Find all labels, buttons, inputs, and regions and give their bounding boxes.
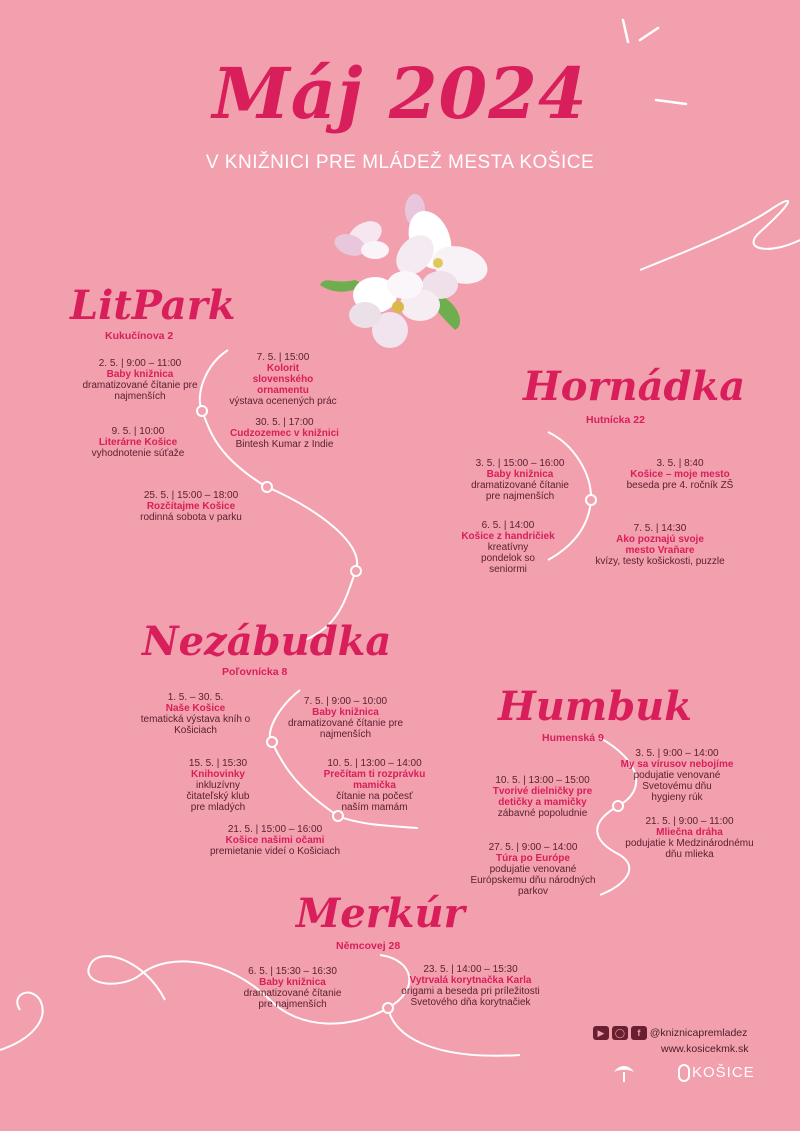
event-desc: Bintesh Kumar z Indie [235,439,334,450]
event-name: Košice z handričiek [461,531,555,542]
event-name: My sa vírusov nebojíme [620,759,734,770]
curl-line-bottom [0,993,43,1050]
event-desc: podujatie k Medzinárodnému dňu mlieka [625,838,754,860]
event-date: 6. 5. | 14:00 [481,520,535,531]
event-name: Košice – moje mesto [630,469,730,480]
event-date: 2. 5. | 9:00 – 11:00 [98,358,182,369]
event-date: 27. 5. | 9:00 – 14:00 [488,842,578,853]
event-item [80,358,200,402]
library-logo [611,1060,637,1084]
event-item [278,696,413,740]
instagram-icon[interactable]: ◯ [612,1026,628,1040]
event-item [580,523,740,567]
event-desc: inkluzívny čitateľský klub pre mladých [186,780,250,813]
event-desc: kreatívny pondelok so seniormi [481,542,535,575]
event-date: 21. 5. | 15:00 – 16:00 [227,824,323,835]
event-desc: tematická výstava kníh o Košiciach [140,714,251,736]
event-name: Baby knižnica [106,369,174,380]
event-item [222,417,347,450]
event-desc: dramatizované čítanie pre najmenších [471,480,569,502]
page-subtitle: V KNIŽNICI PRE MLÁDEŽ MESTA KOŠICE [205,152,595,173]
event-desc: dramatizované čítanie pre najmenších [287,718,404,740]
event-item [133,692,258,736]
event-date: 3. 5. | 8:40 [656,458,704,469]
venue-address-merkur: Němcovej 28 [336,940,401,952]
event-item [465,458,575,502]
event-name: Mliečna dráha [656,827,723,838]
event-item [126,490,256,523]
event-name: Baby knižnica [312,707,379,718]
event-date: 7. 5. | 14:30 [633,523,687,534]
event-name: Prečítam ti rozprávku mamička [323,769,426,791]
event-item [195,824,355,857]
event-name: Literárne Košice [98,437,178,448]
event-date: 21. 5. | 9:00 – 11:00 [645,816,734,827]
curl-line-top [640,201,800,270]
event-date: 7. 5. | 15:00 [256,352,310,363]
social-row [593,1026,747,1040]
event-date: 30. 5. | 17:00 [255,417,314,428]
event-item [622,816,757,860]
venue-title-litpark: LitPark [70,282,236,329]
event-date: 10. 5. | 13:00 – 14:00 [327,758,422,769]
event-desc: výstava ocenených prác [229,396,337,407]
event-desc: kvízy, testy košickosti, puzzle [595,556,725,567]
event-date: 25. 5. | 15:00 – 18:00 [143,490,239,501]
event-date: 15. 5. | 15:30 [188,758,248,769]
event-desc: čítanie na počesť naším mamám [336,791,413,813]
event-name: Vytrvalá korytnačka Karla [409,975,532,986]
event-name: Baby knižnica [259,977,326,988]
venue-title-nezabudka: Nezábudka [142,618,392,665]
event-name: Baby knižnica [486,469,554,480]
event-item [218,352,348,407]
event-desc: rodinná sobota v parku [140,512,242,523]
page-title: Máj 2024 [212,52,588,135]
event-desc: premietanie videí o Košiciach [209,846,341,857]
event-name: Cudzozemec v knižnici [230,428,339,439]
venue-title-humbuk: Humbuk [498,683,692,730]
event-desc: origami a beseda pri príležitosti Svetového dňa korytnačiek [401,986,540,1008]
event-item [230,966,355,1010]
kosice-logo-text: KOŠICE [692,1064,755,1081]
event-name: Naše Košice [165,703,226,714]
kosice-logo-mark [678,1064,690,1082]
event-date: 1. 5. – 30. 5. [167,692,224,703]
event-date: 23. 5. | 14:00 – 15:30 [423,964,518,975]
event-item [612,748,742,803]
event-name: Kolorit slovenského ornamentu [252,363,314,396]
event-desc: vyhodnotenie súťaže [91,448,185,459]
event-item [453,520,563,575]
website-link[interactable]: www.kosicekmk.sk [661,1043,749,1055]
event-item [163,758,273,813]
event-date: 3. 5. | 9:00 – 14:00 [635,748,719,759]
event-item [610,458,750,491]
event-item [78,426,198,459]
event-date: 10. 5. | 13:00 – 15:00 [495,775,590,786]
event-item [312,758,437,813]
event-desc: dramatizované čítanie pre najmenších [243,988,342,1010]
event-name: Túra po Európe [496,853,570,864]
event-item [480,775,605,819]
facebook-icon[interactable]: f [631,1026,647,1040]
event-name: Tvorivé dielničky pre detičky a mamičky [492,786,593,808]
event-desc: zábavné popoludnie [497,808,588,819]
event-name: Ako poznajú svoje mesto Vraňare [616,534,704,556]
kosice-logo [678,1064,755,1082]
event-desc: dramatizované čítanie pre najmenších [82,380,198,402]
venue-title-hornadka: Hornádka [523,363,746,410]
venue-address-litpark: Kukučínova 2 [105,330,174,342]
event-item [398,964,543,1008]
event-name: Rozčítajme Košice [146,501,236,512]
event-name: Knihovinky [191,769,245,780]
venue-address-nezabudka: Poľovnícka 8 [222,666,288,678]
event-item [463,842,603,897]
event-desc: podujatie venované Európskemu dňu národných parkov [470,864,596,897]
event-desc: podujatie venované Svetovému dňu hygieny rúk [633,770,721,803]
youtube-icon[interactable]: ▶ [593,1026,609,1040]
venue-title-merkur: Merkúr [296,890,465,937]
social-handle[interactable]: @kniznicapremladez [649,1027,748,1039]
flower-illustration [310,185,500,360]
event-date: 6. 5. | 15:30 – 16:30 [248,966,337,977]
venue-address-hornadka: Hutnícka 22 [586,414,645,426]
event-desc: beseda pre 4. ročník ZŠ [626,480,734,491]
venue-address-humbuk: Humenská 9 [542,732,604,744]
event-date: 3. 5. | 15:00 – 16:00 [475,458,565,469]
event-name: Košice našimi očami [225,835,325,846]
event-date: 7. 5. | 9:00 – 10:00 [303,696,388,707]
event-date: 9. 5. | 10:00 [111,426,165,437]
